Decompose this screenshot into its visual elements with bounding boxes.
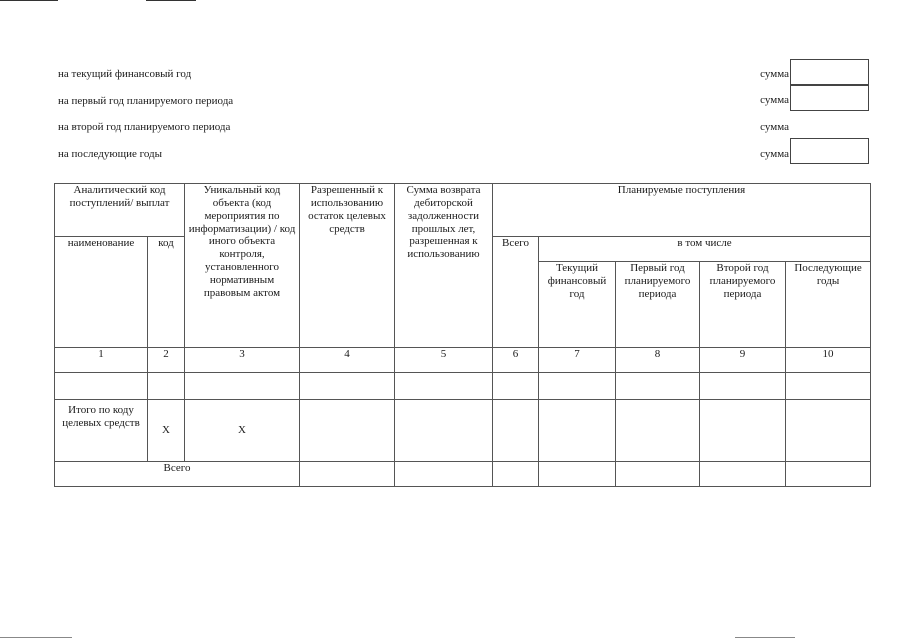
sum-label-current: сумма: [760, 68, 789, 80]
header-analytic-code: Аналитический код поступлений/ выплат: [55, 184, 185, 237]
header-allowed-balance: Разрешенный к использованию остаток целевых средств: [300, 184, 395, 348]
table-cell[interactable]: [493, 400, 539, 462]
header-unique-code: Уникальный код объекта (код мероприятия по информатизации) / код иного объекта контроля, установленного нормативным правовым актом: [185, 184, 300, 348]
table-cell[interactable]: [300, 462, 395, 487]
sum-field-second: [790, 111, 869, 138]
period-label-subsequent: на последующие годы: [58, 148, 163, 160]
sum-field-current[interactable]: [790, 59, 869, 85]
table-cell[interactable]: [700, 400, 786, 462]
table-cell[interactable]: [539, 462, 616, 487]
unique-code-x-mark: Х: [185, 400, 300, 462]
header-name: наименование: [55, 237, 148, 348]
table-cell[interactable]: [395, 400, 493, 462]
header-refund-sum: Сумма возврата дебиторской задолженности прошлых лет, разрешенная к использованию: [395, 184, 493, 348]
column-number: 2: [148, 348, 185, 373]
column-number: 1: [55, 348, 148, 373]
table-cell[interactable]: [539, 373, 616, 400]
column-number: 3: [185, 348, 300, 373]
header-including: в том числе: [539, 237, 871, 262]
table-cell[interactable]: [786, 373, 871, 400]
period-label-second: на второй год планируемого периода: [58, 121, 231, 133]
header-code: код: [148, 237, 185, 348]
target-funds-total-label: Итого по коду целевых средств: [55, 400, 148, 462]
table-cell[interactable]: [185, 373, 300, 400]
column-number: 4: [300, 348, 395, 373]
header-first-year: Первый год планируемого периода: [616, 262, 700, 348]
column-number: 5: [395, 348, 493, 373]
table-cell[interactable]: [616, 373, 700, 400]
table-cell[interactable]: [55, 373, 148, 400]
sum-label-subsequent: сумма: [760, 148, 789, 160]
header-planned-receipts: Планируемые поступления: [493, 184, 871, 237]
table-cell[interactable]: [300, 373, 395, 400]
data-row: [55, 373, 871, 400]
receipts-table: [54, 183, 871, 487]
table-cell[interactable]: [395, 462, 493, 487]
sum-field-subsequent[interactable]: [790, 138, 869, 164]
table-cell[interactable]: [148, 373, 185, 400]
column-number: 10: [786, 348, 871, 373]
sum-label-first: сумма: [760, 94, 789, 106]
table-cell[interactable]: [786, 462, 871, 487]
scan-edge-line: [735, 637, 795, 638]
table-cell[interactable]: [786, 400, 871, 462]
column-number: 7: [539, 348, 616, 373]
table-cell[interactable]: [616, 400, 700, 462]
column-number: 9: [700, 348, 786, 373]
column-number: 8: [616, 348, 700, 373]
table-cell[interactable]: [300, 400, 395, 462]
grand-total-row: [55, 462, 871, 487]
period-label-first: на первый год планируемого периода: [58, 95, 234, 107]
grand-total-label: Всего: [55, 462, 300, 487]
header-second-year: Второй год планируемого периода: [700, 262, 786, 348]
table-cell[interactable]: [700, 462, 786, 487]
table-cell[interactable]: [539, 400, 616, 462]
table-cell[interactable]: [493, 373, 539, 400]
sum-label-second: сумма: [760, 121, 789, 133]
table-cell[interactable]: [493, 462, 539, 487]
column-number-row: [55, 348, 871, 373]
scan-edge-line: [0, 0, 58, 1]
header-subsequent-years: Последующие годы: [786, 262, 871, 348]
period-label-current: на текущий финансовый год: [58, 68, 192, 80]
sum-field-first[interactable]: [790, 85, 869, 111]
column-number: 6: [493, 348, 539, 373]
scan-edge-line: [146, 0, 196, 1]
table-cell[interactable]: [395, 373, 493, 400]
scan-edge-line: [0, 637, 72, 638]
table-cell[interactable]: [616, 462, 700, 487]
header-current-year: Текущий финансовый год: [539, 262, 616, 348]
target-funds-total-row: [55, 400, 871, 462]
code-x-mark: Х: [148, 400, 185, 462]
header-total: Всего: [493, 237, 539, 348]
table-cell[interactable]: [700, 373, 786, 400]
